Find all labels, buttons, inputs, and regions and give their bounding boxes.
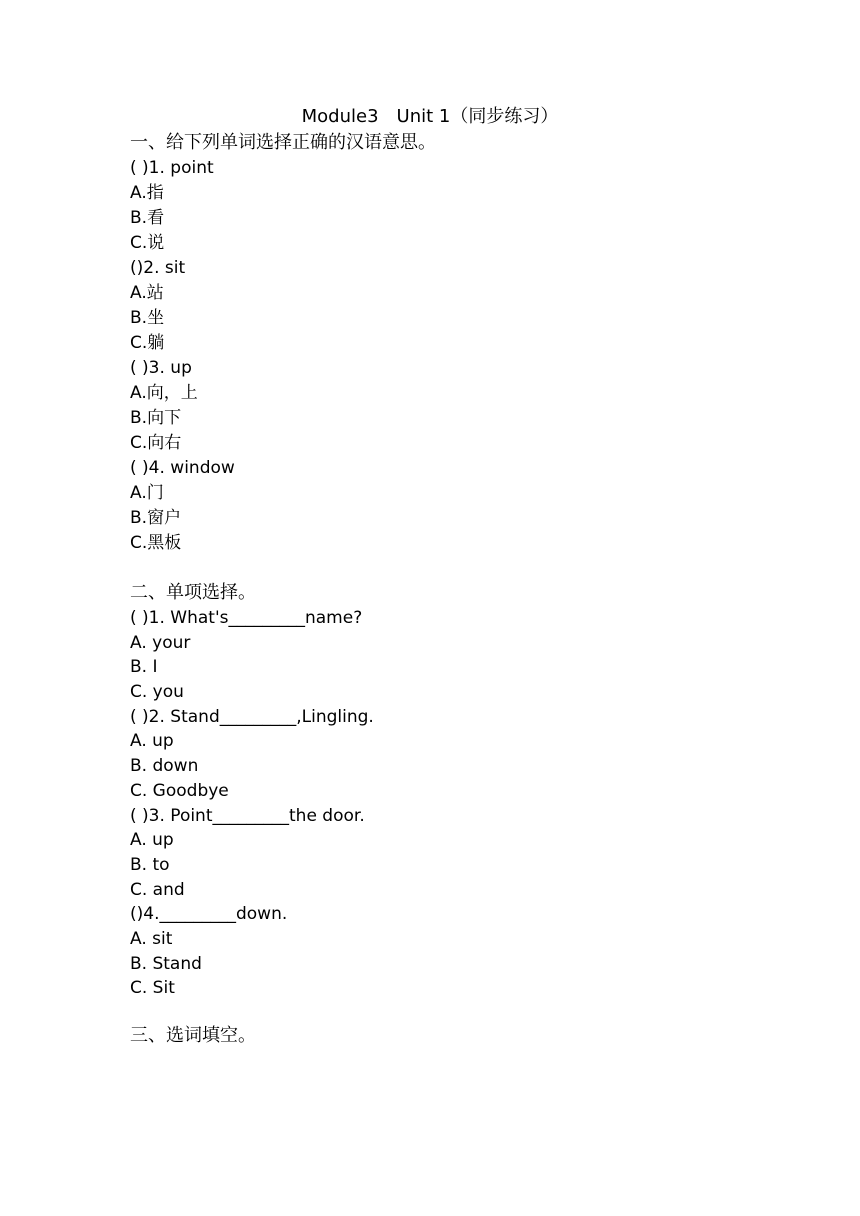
section-spacer: [130, 1001, 770, 1023]
option-a: A.指: [130, 183, 164, 203]
option-a: A.门: [130, 483, 164, 503]
option-c: C. Sit: [130, 978, 175, 999]
section-1-question-3: [130, 356, 770, 456]
option-b: B.向下: [130, 408, 182, 428]
option-b: B. down: [130, 756, 199, 777]
section-1-question-4: [130, 456, 770, 556]
section-spacer: [130, 556, 770, 580]
option-b: B. Stand: [130, 953, 202, 974]
question-stem: ( )2. Stand_________,Lingling.: [130, 706, 374, 727]
section-1-question-2: [130, 256, 770, 356]
option-b: B. to: [130, 854, 170, 875]
option-c: C. Goodbye: [130, 780, 229, 801]
option-b: B. I: [130, 657, 158, 678]
question-stem: ( )3. up: [130, 358, 192, 378]
option-c: C.躺: [130, 333, 165, 353]
option-c: C.向右: [130, 433, 182, 453]
section-3: [130, 1023, 770, 1049]
question-stem: ()4._________down.: [130, 904, 288, 925]
section-2-question-2: [130, 705, 770, 804]
section-2-question-3: [130, 804, 770, 903]
section-3-heading: 三、选词填空。: [130, 1025, 256, 1046]
option-b: B.坐: [130, 308, 165, 328]
option-a: A. your: [130, 632, 191, 653]
option-c: C. and: [130, 879, 185, 900]
question-stem: ( )1. point: [130, 158, 214, 178]
section-1: [130, 130, 770, 556]
question-stem: ( )3. Point_________the door.: [130, 805, 365, 826]
section-2-question-1: [130, 606, 770, 705]
option-a: A.站: [130, 283, 164, 303]
section-2-heading: 二、单项选择。: [130, 582, 256, 603]
option-a: A. up: [130, 830, 174, 851]
question-stem: ( )4. window: [130, 458, 235, 478]
question-stem: ()2. sit: [130, 258, 186, 278]
option-c: C.黑板: [130, 533, 182, 553]
option-c: C.说: [130, 233, 165, 253]
page-title: Module3 Unit 1（同步练习）: [301, 106, 559, 127]
option-a: A.向，上: [130, 383, 198, 403]
worksheet-content: [130, 130, 770, 1049]
option-a: A. up: [130, 731, 174, 752]
option-b: B.窗户: [130, 508, 182, 528]
section-2: [130, 580, 770, 1001]
option-a: A. sit: [130, 928, 173, 949]
section-1-question-1: [130, 156, 770, 256]
section-2-question-4: [130, 902, 770, 1001]
question-stem: ( )1. What's_________name?: [130, 608, 363, 628]
section-1-heading: 一、给下列单词选择正确的汉语意思。: [130, 132, 436, 153]
option-c: C. you: [130, 682, 184, 703]
option-b: B.看: [130, 208, 165, 228]
